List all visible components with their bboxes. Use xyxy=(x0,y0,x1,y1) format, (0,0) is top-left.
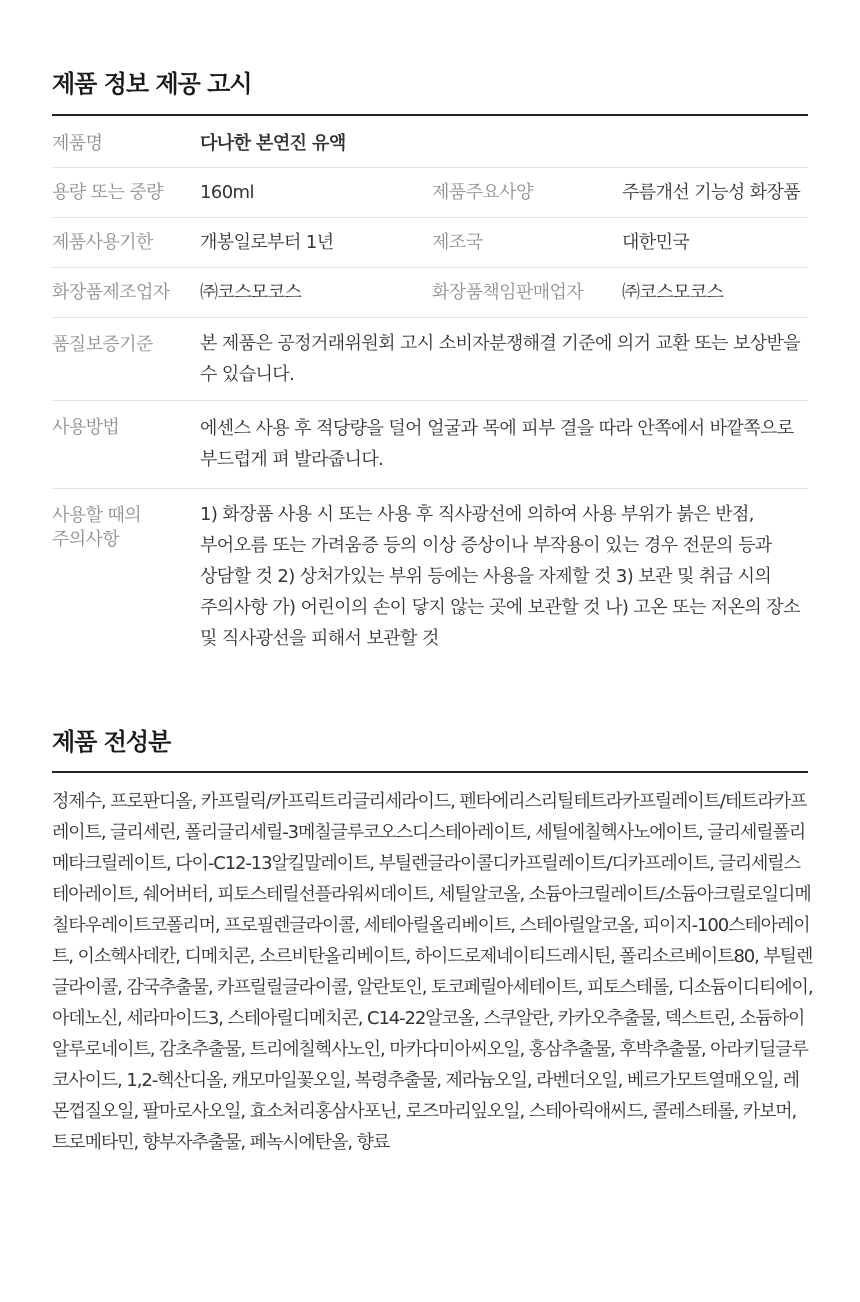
value-quality: 본 제품은 공정거래위원회 고시 소비자분쟁해결 기준에 의거 교환 또는 보상받을 수 있습니다. xyxy=(200,333,801,385)
label-expiry: 제품사용기한 xyxy=(52,232,153,253)
product-info-title: 제품 정보 제공 고시 xyxy=(52,70,252,98)
label-manufacturer: 화장품제조업자 xyxy=(52,282,170,303)
label-volume: 용량 또는 중량 xyxy=(52,182,163,203)
value-country: 대한민국 xyxy=(622,232,690,253)
info-row-expiry xyxy=(52,218,808,268)
ingredients-divider xyxy=(52,771,808,773)
value-caution: 1) 화장품 사용 시 또는 사용 후 직사광선에 의하여 사용 부위가 붉은 반점, 부어오름 또는 가려움증 등의 이상 증상이나 부작용이 있는 경우 전문의 등과 상담할 것 2) 상처가있는 부위 등에는 사용을 자제할 것 3) 보관 및 취급 시의 주의사항 가) 어린이의 손이 닿지 않는 곳에 보관할 것 나) 고온 또는 저온의 장소 및 직사광선을 피해서 보관할 것 xyxy=(200,504,800,649)
label-quality: 품질보증기준 xyxy=(52,334,153,355)
label-usage: 사용방법 xyxy=(52,417,120,438)
label-distributor: 화장품책임판매업자 xyxy=(432,282,584,303)
value-distributor: ㈜코스모코스 xyxy=(622,282,724,303)
label-caution-line1: 사용할 때의 xyxy=(52,505,142,526)
label-product-name: 제품명 xyxy=(52,133,103,154)
info-row-caution xyxy=(52,489,808,669)
label-country: 제조국 xyxy=(432,232,483,253)
info-row-manufacturer xyxy=(52,268,808,318)
value-expiry: 개봉일로부터 1년 xyxy=(200,232,334,253)
value-product-name: 다나한 본연진 유액 xyxy=(200,133,346,154)
ingredients-text: 정제수, 프로판디올, 카프릴릭/카프릭트리글리세라이드, 펜타에리스리틸테트라카프릴레이트/테트라카프레이트, 글리세린, 폴리글리세릴-3메칠글루코오스디스테아레이트, 세틸에칠헥사노에이트, 글리세릴폴리메타크릴레이트, 다이-C12-13알킬말레이트, 부틸렌글라이콜디카프릴레이트/디카프레이트, 글리세릴스테아레이트, 쉐어버터, 피토스테릴선플라워씨데이트, 세틸알코올, 소듐아크릴레이트/소듐아크릴로일디메칠타우레이트코폴리머, 프로필렌글라이콜, 세테아릴올리베이트, 스테아릴알코올, 피이지-100스테아레이트, 이소헥사데칸, 디메치콘, 소르비탄올리베이트, 하이드로제네이티드레시틴, 폴리소르베이트80, 부틸렌글라이콜, 감국추출물, 카프릴릴글라이콜, 알란토인, 토코페릴아세테이트, 피토스테롤, 디소듐이디티에이, 아데노신, 세라마이드3, 스테아릴디메치콘, C14-22알코올, 스쿠알란, 카카오추출물, 덱스트린, 소듐하이알루로네이트, 감초추출물, 트리에칠헥사노인, 마카다미아씨오일, 홍삼추출물, 후박추출물, 아라키딜글루코사이드, 1,2-헥산디올, 캐모마일꽃오일, 복령추출물, 제라늄오일, 라벤더오일, 베르가모트열매오일, 레몬껍질오일, 팔마로사오일, 효소처리홍삼사포닌, 로즈마리잎오일, 스테아릭애씨드, 콜레스테롤, 카보머, 트로메타민, 향부자추출물, 페녹시에탄올, 향료 xyxy=(52,791,813,1153)
label-main-spec: 제품주요사양 xyxy=(432,182,533,203)
product-info-table xyxy=(52,116,808,669)
info-row-quality xyxy=(52,318,808,401)
ingredients-title: 제품 전성분 xyxy=(52,728,171,756)
info-row-volume xyxy=(52,168,808,218)
value-volume: 160ml xyxy=(200,182,254,203)
value-main-spec: 주름개선 기능성 화장품 xyxy=(622,182,801,203)
info-row-product-name xyxy=(52,116,808,168)
value-manufacturer: ㈜코스모코스 xyxy=(200,282,302,303)
info-row-usage xyxy=(52,401,808,489)
label-caution-line2: 주의사항 xyxy=(52,529,120,550)
value-usage: 에센스 사용 후 적당량을 덜어 얼굴과 목에 피부 결을 따라 안쪽에서 바깥쪽으로 부드럽게 펴 발라줍니다. xyxy=(200,418,794,470)
